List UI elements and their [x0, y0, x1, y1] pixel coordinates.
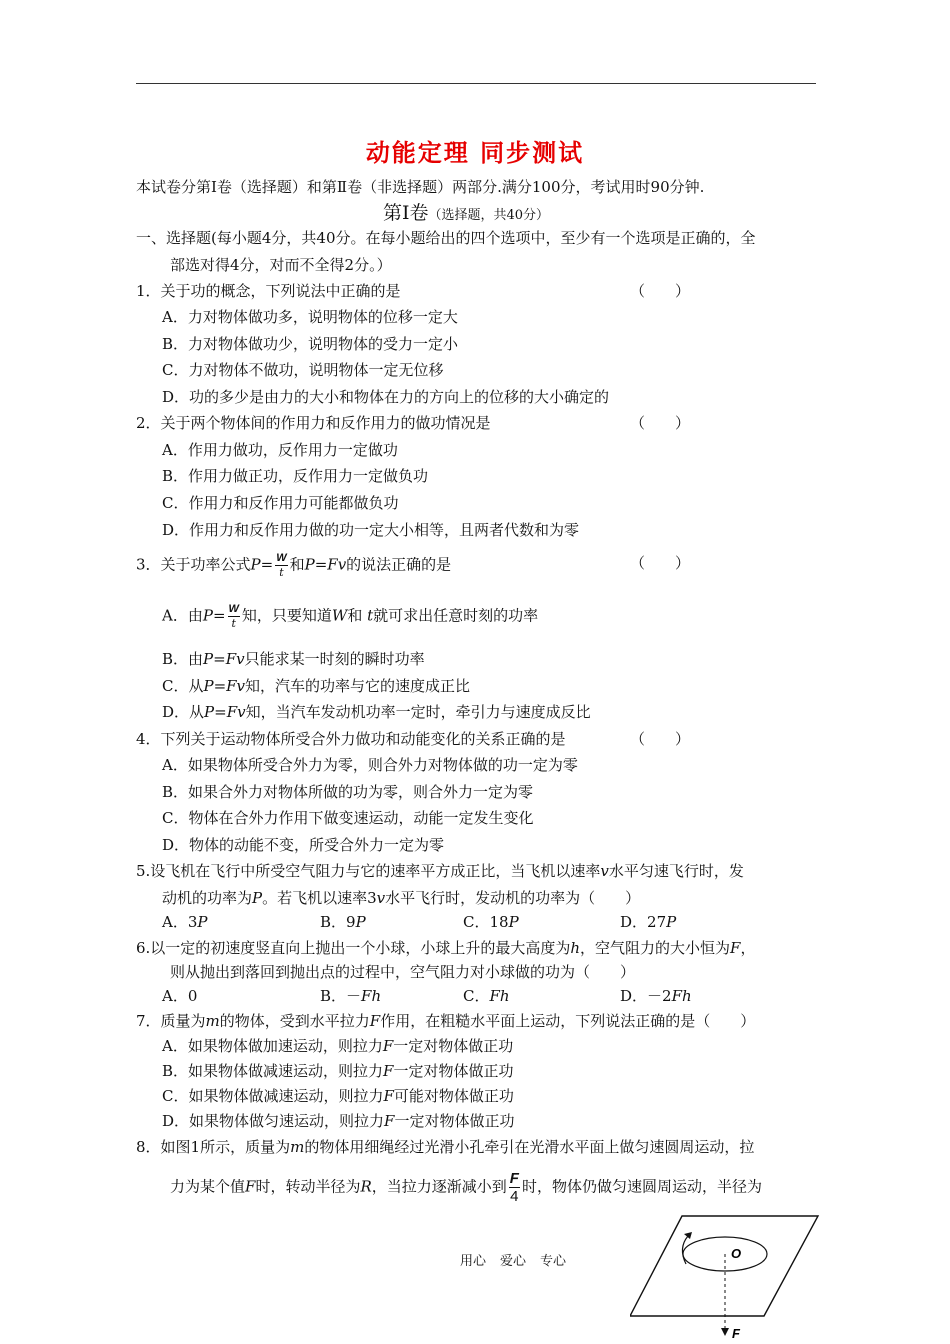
q6-answer-paren: （ ）	[575, 963, 636, 981]
symbol-p: P	[508, 913, 519, 931]
option-text: D．如果物体做匀速运动，则拉力	[162, 1112, 385, 1130]
option-text: 一定对物体做正功	[393, 1062, 514, 1080]
q1-option-a: A．力对物体做功多，说明物体的位移一定大	[162, 308, 458, 326]
option-prefix: A．由	[162, 606, 203, 625]
option-text: 和	[347, 606, 363, 625]
q7-option-c	[162, 1085, 514, 1107]
stem-text: 作用，在粗糙水平面上运动，下列说法正确的是	[380, 1012, 696, 1030]
q3-answer-paren: （ ）	[630, 554, 691, 572]
q6-stem-line2	[170, 961, 635, 983]
q7-option-b	[162, 1060, 513, 1082]
intro-text: 本试卷分第Ⅰ卷（选择题）和第Ⅱ卷（非选择题）两部分.满分100分，考试用时90分钟.	[136, 178, 705, 196]
symbol-f: F	[384, 1112, 395, 1130]
q4-option-a: A．如果物体所受合外力为零，则合外力对物体做的功一定为零	[162, 756, 578, 774]
option-text: 可能对物体做正功	[393, 1087, 514, 1105]
symbol-f: F	[383, 1087, 394, 1105]
q3a-fraction	[228, 603, 240, 630]
option-text: 一定对物体做正功	[393, 1037, 514, 1055]
footer-text: 用心	[460, 1254, 487, 1269]
q1-option-d: D．功的多少是由力的大小和物体在力的方向上的位移的大小确定的	[162, 388, 610, 406]
symbol-m: m	[205, 1012, 220, 1030]
stem-text: 7．质量为	[136, 1012, 206, 1030]
q7-option-d	[162, 1110, 514, 1132]
option-text: B．如果物体做减速运动，则拉力	[162, 1062, 384, 1080]
symbol-p: P	[252, 889, 263, 907]
q1-answer-paren: （ ）	[630, 282, 691, 300]
q6-stem-line1	[136, 937, 755, 959]
fraction-numerator: F	[509, 1170, 519, 1187]
option-text: A．3	[162, 913, 198, 931]
q5-option-c	[463, 911, 519, 933]
q5-option-a	[162, 911, 207, 933]
force-arrow-icon	[721, 1328, 729, 1336]
q3-fraction	[275, 552, 287, 579]
q3-symbol-p: P	[250, 555, 261, 574]
q2-stem: 2．关于两个物体间的作用力和反作用力的做功情况是	[136, 414, 491, 432]
fraction-denominator: t	[279, 566, 284, 579]
formula-fv: P=Fv	[203, 650, 245, 668]
circular-motion-figure	[630, 1212, 822, 1340]
stem-text: 则从抛出到落回到抛出点的过程中，空气阻力对小球做的功为	[170, 963, 576, 981]
volume-sub: （选择题，共40分）	[428, 208, 550, 223]
horizontal-plane	[630, 1216, 818, 1316]
symbol-f: F	[383, 1062, 394, 1080]
q6-option-b	[320, 985, 381, 1007]
symbol-r: R	[360, 1177, 372, 1196]
force-label: F	[732, 1326, 740, 1340]
q3-option-a	[162, 603, 538, 630]
q3-option-d	[162, 701, 591, 723]
q8-stem-line1	[136, 1136, 754, 1158]
q5-option-d	[620, 911, 676, 933]
volume-heading	[383, 202, 549, 227]
q2-option-c: C．作用力和反作用力可能都做负功	[162, 494, 399, 512]
q5-answer-paren: （ ）	[580, 889, 641, 907]
stem-text: 水平匀速飞行时，发	[608, 862, 744, 880]
q3-option-b	[162, 648, 425, 670]
option-prefix: C．从	[162, 677, 204, 695]
fraction-numerator: W	[228, 603, 239, 615]
stem-text: 水平飞行时，发动机的功率为	[385, 889, 581, 907]
option-text: C．18	[463, 913, 509, 931]
stem-text: 。若飞机以速率3	[262, 889, 377, 907]
fraction-denominator: 4	[510, 1188, 519, 1205]
q6-option-a: A．0	[162, 987, 198, 1005]
q5-stem-line2	[162, 887, 640, 909]
center-label: O	[731, 1246, 742, 1261]
stem-text: 时，转动半径为	[255, 1177, 361, 1196]
stem-text: 动机的功率为	[162, 889, 253, 907]
q4-option-b: B．如果合外力对物体所做的功为零，则合外力一定为零	[162, 783, 534, 801]
symbol-t: t	[367, 606, 374, 625]
symbol-v: v	[376, 889, 386, 907]
rotation-arrowhead-icon	[684, 1232, 692, 1239]
option-text: B．－	[320, 987, 362, 1005]
stem-text: ，空气阻力的大小恒为	[580, 939, 731, 957]
header-rule	[136, 83, 816, 84]
symbol-fh: Fh	[671, 987, 692, 1005]
symbol-p: P	[202, 606, 213, 625]
section-instruction-line1: 一、选择题(每小题4分，共40分。在每小题给出的四个选项中，至少有一个选项是正确的，全	[136, 229, 756, 247]
volume-main: 第Ⅰ卷	[383, 202, 429, 224]
symbol-f: F	[730, 939, 741, 957]
q6-option-c	[463, 985, 510, 1007]
option-text: 一定对物体做正功	[394, 1112, 515, 1130]
q1-option-b: B．力对物体做功少，说明物体的受力一定小	[162, 335, 459, 353]
q7-stem	[136, 1010, 755, 1032]
q8-fraction	[509, 1170, 520, 1205]
stem-text: 8．如图1所示，质量为	[136, 1138, 291, 1156]
q4-stem: 4．下列关于运动物体所受合外力做功和动能变化的关系正确的是	[136, 730, 566, 748]
symbol-f: F	[245, 1177, 256, 1196]
q1-stem: 1．关于功的概念，下列说法中正确的是	[136, 282, 401, 300]
symbol-w: W	[331, 606, 348, 625]
q2-answer-paren: （ ）	[630, 414, 691, 432]
option-prefix: B．由	[162, 650, 204, 668]
q6-option-d	[620, 985, 692, 1007]
q8-stem-line2	[170, 1170, 762, 1205]
symbol-f: F	[369, 1012, 381, 1030]
symbol-p: P	[355, 913, 366, 931]
q3-formula-fv: P=Fv	[304, 555, 347, 574]
q3-stem-text: 3．关于功率公式	[136, 555, 251, 574]
option-text: A．如果物体做加速运动，则拉力	[162, 1037, 383, 1055]
option-text: B．9	[320, 913, 356, 931]
q4-answer-paren: （ ）	[630, 730, 691, 748]
q3-and: 和	[289, 555, 305, 574]
q7-option-a	[162, 1035, 513, 1057]
option-text: D．－2	[620, 987, 672, 1005]
symbol-v: v	[600, 862, 609, 880]
formula-fv: P=Fv	[204, 703, 246, 721]
stem-text: 5.设飞机在飞行中所受空气阻力与它的速率平方成正比，当飞机以速率	[136, 862, 601, 880]
stem-text: 的物体，受到水平拉力	[219, 1012, 370, 1030]
stem-text: ，当拉力逐渐减小到	[371, 1177, 507, 1196]
stem-text: 的物体用细绳经过光滑小孔牵引在光滑水平面上做匀速圆周运动，拉	[304, 1138, 755, 1156]
q5-option-b	[320, 911, 366, 933]
q5-stem-line1	[136, 860, 744, 882]
option-text: D．27	[620, 913, 667, 931]
symbol-m: m	[290, 1138, 305, 1156]
q4-option-c: C．物体在合外力作用下做变速运动，动能一定发生变化	[162, 809, 534, 827]
footer-text: 爱心	[500, 1254, 527, 1269]
q3-stem-end: 的说法正确的是	[346, 555, 452, 574]
symbol-p: P	[197, 913, 208, 931]
symbol-p: P	[666, 913, 677, 931]
option-text: 知，只要知道	[241, 606, 332, 625]
equals-sign: =	[212, 606, 226, 625]
stem-text: ，	[740, 939, 756, 957]
fraction-numerator: W	[276, 552, 287, 564]
q4-option-d: D．物体的动能不变，所受合外力一定为零	[162, 836, 445, 854]
stem-text: 时，物体仍做匀速圆周运动，半径为	[521, 1177, 762, 1196]
section-instruction-line2: 部选对得4分，对而不全得2分。）	[170, 256, 392, 274]
stem-text: 6.以一定的初速度竖直向上抛出一个小球，小球上升的最大高度为	[136, 939, 571, 957]
footer-text: 专心	[540, 1254, 567, 1269]
page-footer	[460, 1250, 580, 1269]
fraction-denominator: t	[231, 617, 236, 630]
symbol-fh: Fh	[361, 987, 382, 1005]
option-text: C．	[463, 987, 490, 1005]
symbol-fh: Fh	[489, 987, 510, 1005]
q7-answer-paren: （ ）	[695, 1012, 756, 1030]
option-text: 只能求某一时刻的瞬时功率	[244, 650, 425, 668]
q1-option-c: C．力对物体不做功，说明物体一定无位移	[162, 361, 444, 379]
q3-equals: =	[260, 555, 274, 574]
q3-stem	[136, 552, 451, 579]
q2-option-b: B．作用力做正功，反作用力一定做负功	[162, 467, 429, 485]
option-text: 就可求出任意时刻的功率	[373, 606, 539, 625]
q2-option-a: A．作用力做功，反作用力一定做功	[162, 441, 398, 459]
option-text: 知，汽车的功率与它的速度成正比	[245, 677, 471, 695]
q3-option-c	[162, 675, 470, 697]
page-title: 动能定理 同步测试	[365, 139, 585, 167]
q2-option-d: D．作用力和反作用力做的功一定大小相等，且两者代数和为零	[162, 521, 580, 539]
stem-text: 力为某个值	[170, 1177, 246, 1196]
formula-fv: P=Fv	[203, 677, 246, 695]
option-text: C．如果物体做减速运动，则拉力	[162, 1087, 384, 1105]
symbol-h: h	[570, 939, 580, 957]
symbol-f: F	[382, 1037, 394, 1055]
option-text: 知，当汽车发动机功率一定时，牵引力与速度成反比	[245, 703, 591, 721]
option-prefix: D．从	[162, 703, 205, 721]
